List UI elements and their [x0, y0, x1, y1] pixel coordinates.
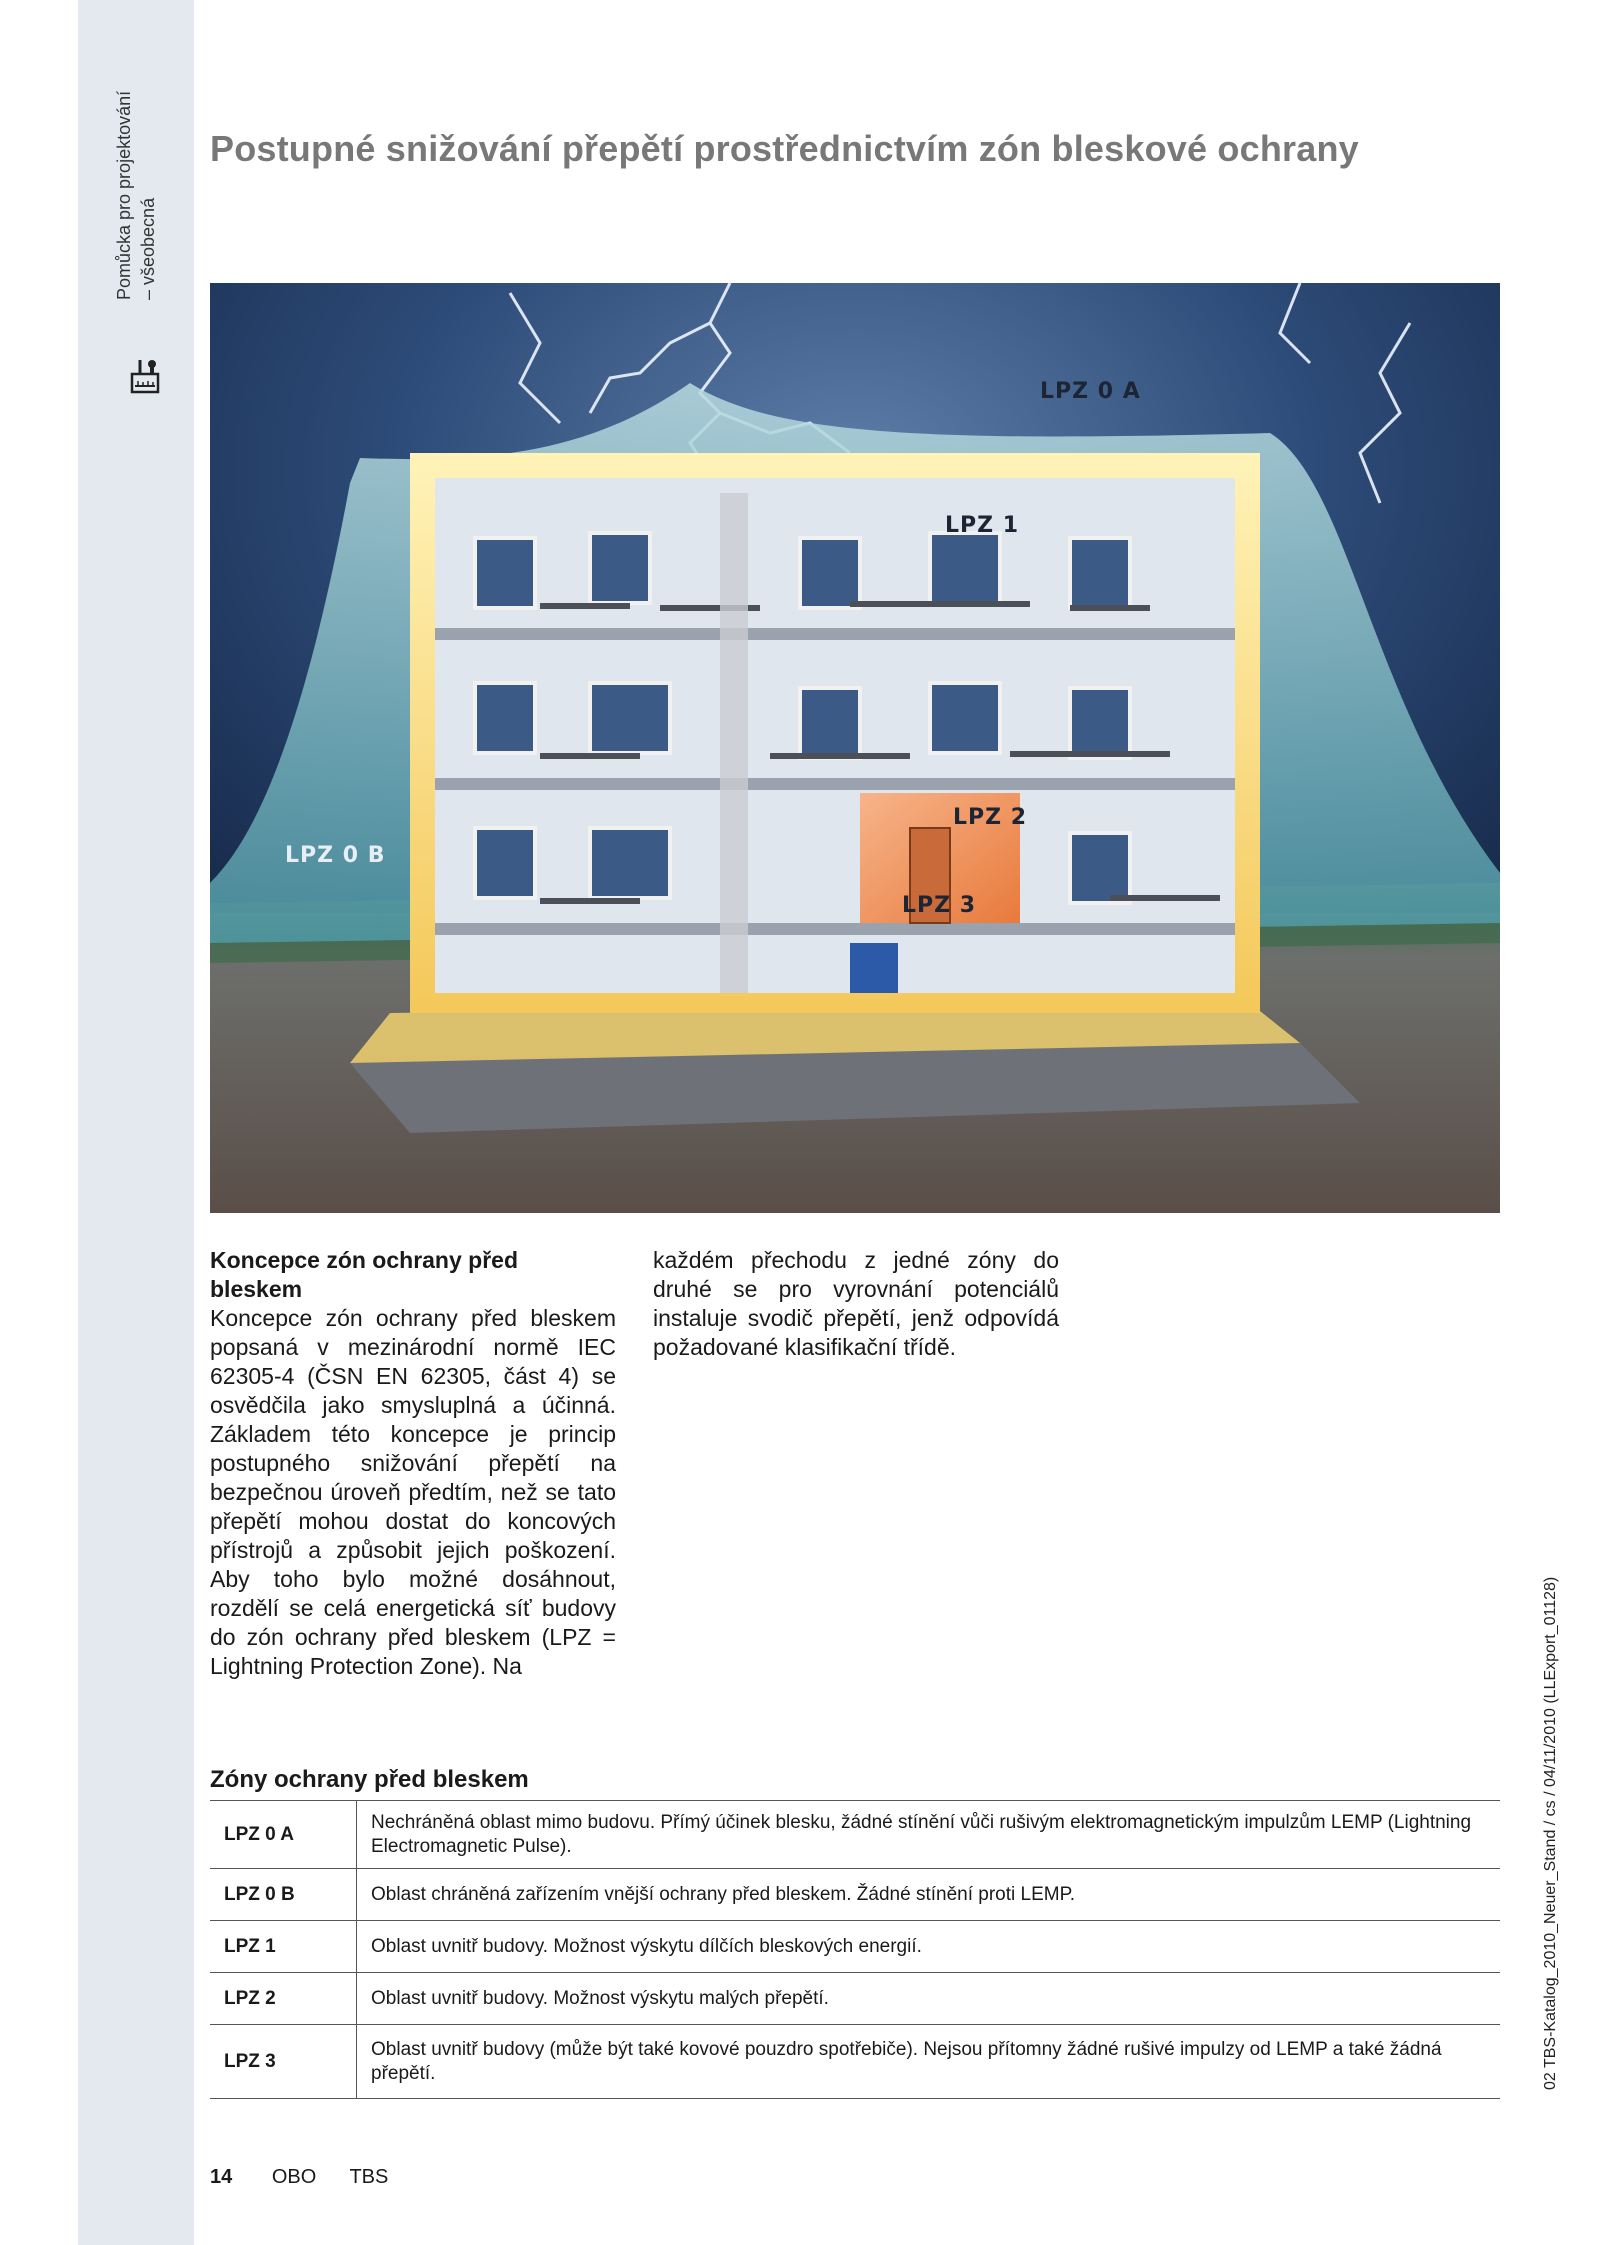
zones-table-title: Zóny ochrany před bleskem	[210, 1766, 529, 1793]
zone-description: Oblast uvnitř budovy. Možnost výskytu dílčích bleskových energií.	[357, 1921, 1501, 1973]
lpz-building-illustration	[210, 283, 1500, 1213]
zone-id: LPZ 0 B	[210, 1869, 357, 1921]
zone-id: LPZ 3	[210, 2025, 357, 2099]
concept-heading: Koncepce zón ochrany před bleskem	[210, 1247, 519, 1302]
label-lpz-2: LPZ 2	[953, 805, 1028, 830]
page-number: 14	[210, 2166, 233, 2188]
concept-column-1	[210, 1246, 616, 1681]
zone-id: LPZ 2	[210, 1973, 357, 2025]
table-row	[210, 2025, 1500, 2099]
zone-description: Oblast uvnitř budovy (může být také kovové pouzdro spotřebiče). Nejsou přítomny žádné rušivé impulzy od LEMP a také žádná přepětí.	[357, 2025, 1501, 2099]
label-lpz-3: LPZ 3	[902, 893, 977, 918]
zone-id: LPZ 0 A	[210, 1801, 357, 1869]
toolbox-icon	[130, 356, 160, 396]
label-lpz-0b: LPZ 0 B	[285, 843, 386, 868]
footer-section: TBS	[349, 2166, 389, 2188]
page-title: Postupné snižování přepětí prostřednictvím zón bleskové ochrany	[210, 128, 1359, 169]
zone-description: Oblast chráněná zařízením vnější ochrany před bleskem. Žádné stínění proti LEMP.	[357, 1869, 1501, 1921]
sidebar-label-line2: – všeobecná	[138, 197, 158, 300]
zone-description: Nechráněná oblast mimo budovu. Přímý účinek blesku, žádné stínění vůči rušivým elektromagnetickým impulzům LEMP (Lightning Electromagnetic Pulse).	[357, 1801, 1501, 1869]
concept-body-2: každém přechodu z jedné zóny do druhé se pro vyrovnání potenciálů instaluje svodič přepětí, jenž odpovídá požadované klasifikační třídě.	[653, 1247, 1059, 1360]
table-row	[210, 1801, 1500, 1869]
zone-id: LPZ 1	[210, 1921, 357, 1973]
table-row	[210, 1869, 1500, 1921]
sidebar-label-line1: Pomůcka pro projektování	[114, 90, 134, 300]
footer-brand: OBO	[271, 2166, 317, 2188]
sidebar-strip	[78, 0, 194, 2245]
label-lpz-1: LPZ 1	[945, 513, 1020, 538]
catalog-reference: 02 TBS-Katalog_2010_Neuer_Stand / cs / 04/11/2010 (LLExport_01128)	[1542, 1576, 1559, 2090]
building-cutaway-image	[210, 283, 1500, 1213]
concept-body-1: Koncepce zón ochrany před bleskem popsaná v mezinárodní normě IEC 62305-4 (ČSN EN 62305, část 4) se osvědčila jako smysluplná a účinná. Základem této koncepce je princip postupného snižování přepětí na bezpečnou úroveň předtím, než se tato přepětí mohou dostat do koncových přístrojů a způsobit jejich poškození. Aby toho bylo možné dosáhnout, rozdělí se celá energetická síť budovy do zón ochrany před bleskem (LPZ = Lightning Protection Zone). Na	[210, 1305, 616, 1679]
label-lpz-0a: LPZ 0 A	[1040, 379, 1141, 404]
concept-column-2	[653, 1246, 1059, 1362]
sidebar-section-label	[112, 40, 172, 300]
zones-table	[210, 1800, 1500, 2099]
table-row	[210, 1921, 1500, 1973]
page-footer	[210, 2166, 388, 2189]
zone-description: Oblast uvnitř budovy. Možnost výskytu malých přepětí.	[357, 1973, 1501, 2025]
table-row	[210, 1973, 1500, 2025]
